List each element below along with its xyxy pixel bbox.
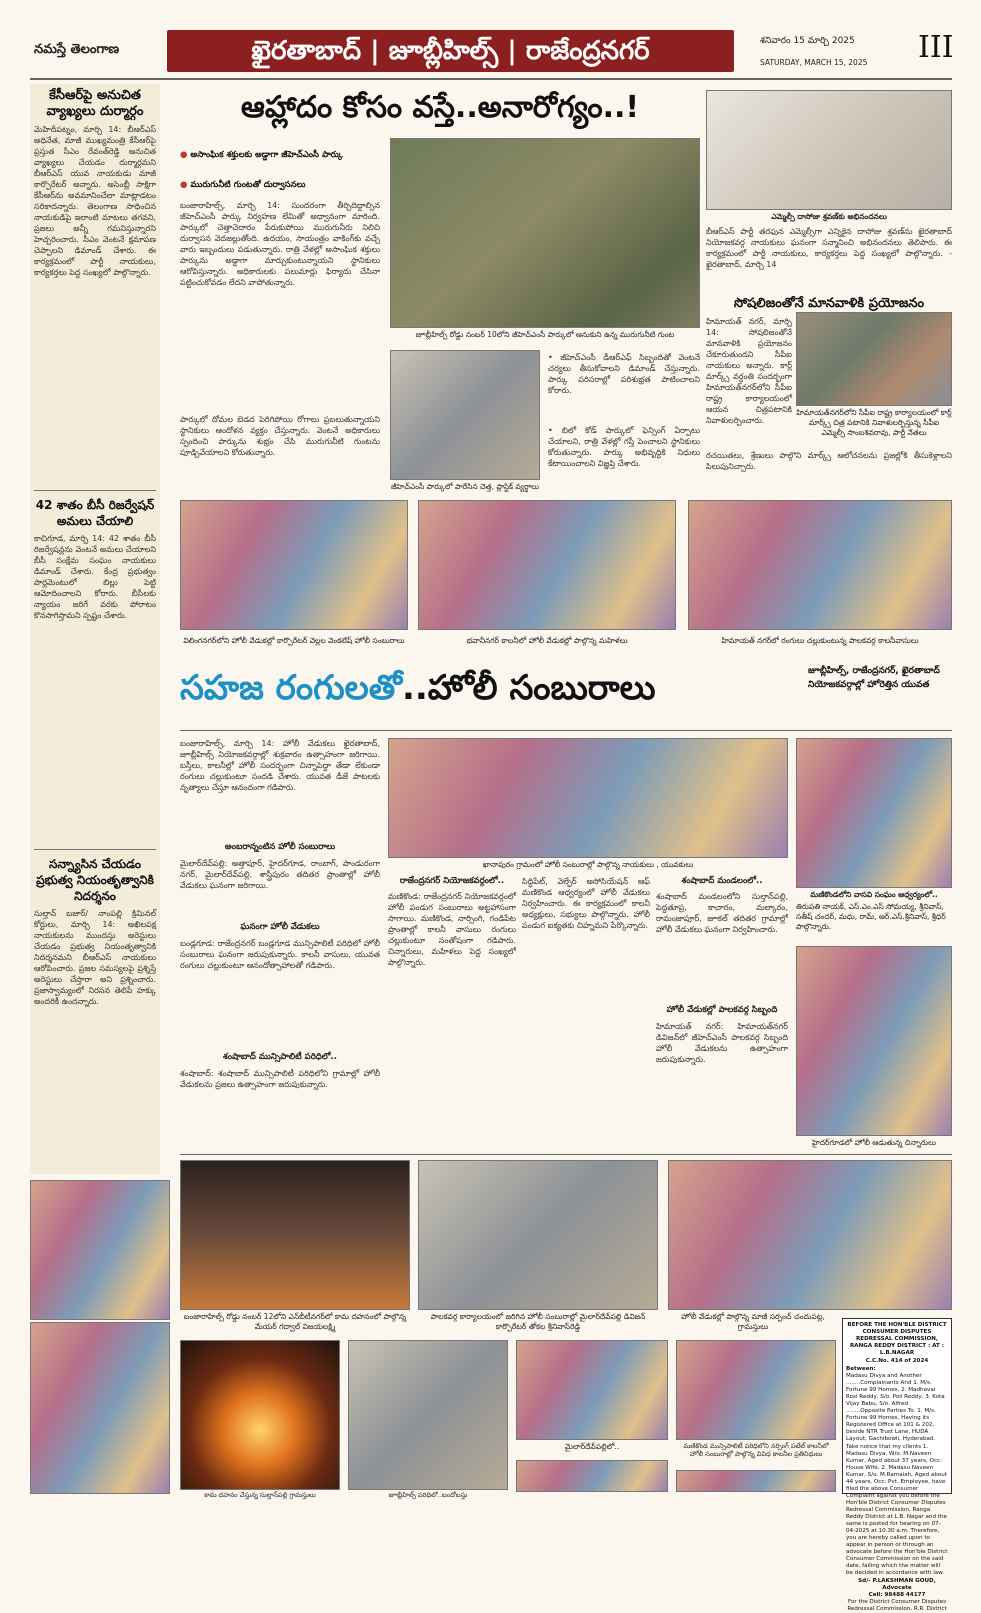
region-banner (167, 30, 734, 72)
holi-sub-3: శంషాబాద్‌ మున్సిపాలిటీ పరిధిలో.. (223, 1052, 337, 1062)
yousufguda-photo (676, 1470, 836, 1492)
holi-sub-2: ఘనంగా హోలీ వేడుకలు (240, 922, 320, 932)
holi-photo-corporator (180, 500, 408, 630)
police-bandobast-caption: జూబ్లీహిల్స్‌ పరిధిలో..బందోబస్తు (388, 1491, 468, 1499)
narsing-colony-caption: మణికొండ మున్సిపాలిటీ పరిధిలోని నర్సింగ్‌ పటేల్‌ కాలనీలో హోలీ సంబురాల్లో పాల్గొన్న వివిధ కాలనీల ప్రతినిధులు (683, 1442, 829, 1458)
holi-photo-himayatnagar (688, 500, 952, 630)
holi-col4-text-2: హిమాయత్‌ నగర్‌: హిమాయత్‌నగర్‌ డివిజన్‌లో జీహెచ్‌ఎంసీ పాలకవర్గ సిబ్బంది హోలీ వేడుకలను ఉత్సాహంగా జరుపుకున్నారు. (656, 1022, 788, 1064)
holi-children-photo (796, 946, 952, 1136)
dasoju-caption: ఎమ్మెల్సీ దాసోజు శ్రవణ్‌కు అభినందనలు (771, 212, 887, 221)
mylardevpally-caption: మైలార్‌దేవ్‌పల్లిలో.. (564, 1442, 620, 1451)
holi-children-caption: హైదర్‌గూడలో హోలీ ఆడుతున్న చిన్నారులు (812, 1138, 936, 1147)
park-pond-caption: జూబ్లీహిల్స్‌ రోడ్డు నంబర్‌ 10లోని జీహెచ్‌ఎంసీ పార్కులో ఆనుకుని ఉన్న మురుగునీటి గుంట (415, 330, 675, 339)
legal-notice (842, 1318, 952, 1612)
holi-caption-corporator: విలింగనగర్‌లోని హోలీ వేడుకల్లో కార్పొరేటర్‌ వెల్లల వెంకటేష్‌ హోలీ సంబురాలు (183, 636, 405, 645)
left-headline-2: 42 శాతం బీసీ రిజర్వేషన్‌ అమలు చేయాలి (35, 498, 155, 528)
holi-photo-women (418, 500, 676, 630)
socialism-headline: సోషలిజంతోనే మానవాళికి ప్రయోజనం (733, 296, 925, 311)
holi-caption-himayatnagar: హిమాయత్‌ నగర్‌లో రంగులు చల్లుకుంటున్న పాలకవర్గ కాలనీవాసులు (721, 636, 919, 645)
dasoju-body: బీఆర్‌ఎస్‌ పార్టీ తరఫున ఎమ్మెల్సీగా ఎన్నికైన దాసోజు శ్రవణ్‌ను ఖైరతాబాద్‌ నియోజకవర్గ నాయకులు ఘనంగా సన్మానించి అభినందనలు తెలిపారు. ఈ కార్యక్రమంలో పార్టీ నాయకులు, కార్యకర్తలు పెద్ద సంఖ్యలో పాల్గొన్నారు. - ఖైరతాబాద్‌, మార్చి 14 (706, 227, 952, 269)
page-number: III (918, 30, 954, 65)
holi-headline-b: ..హోలీ సంబురాలు (401, 668, 656, 708)
notice-cell: Cell: 98488 44177 (868, 1592, 926, 1598)
left-text-1: మెహిదీపట్నం, మార్చి 14: బీఆర్‌ఎస్‌ అధినేత, మాజీ ముఖ్యమంత్రి కేసీఆర్‌పై ప్రస్తుత సీఎం రేవంత్‌రెడ్డి అనుచిత వ్యాఖ్యలు చేయడం దుర్మార్గమని బీఆర్‌ఎస్‌ యువ నాయకుడు మాజీ కార్పొరేటర్‌ అన్నారు. అసెంబ్లీ సాక్షిగా కేసీఆర్‌ను అవమానించేలా మాట్లాడటం సరికాదన్నారు. తెలంగాణ సాధించిన నాయకుడిపై ఇలాంటి మాటలు తగవని, ప్రజలు అన్నీ గమనిస్తున్నారని హెచ్చరించారు. సీఎం వెంటనే క్షమాపణ చెప్పాలని డిమాండ్‌ చేశారు. ఈ కార్యక్రమంలో పార్టీ నాయకులు, కార్యకర్తలు పెద్ద సంఖ్యలో పాల్గొన్నారు. (34, 125, 156, 277)
holi-headline-a: సహజ రంగులతో (180, 668, 402, 708)
marx-tribute-photo (796, 312, 952, 406)
holi-khanapuram-photo (388, 738, 788, 858)
main-body-4: • బిలో కోడ్‌ పార్కులో ఫెన్సింగ్‌ ఏర్పాటు చేయాలని, రాత్రి వేళల్లో గస్తీ పెంచాలని స్థానికులు కోరుతున్నారు. పార్కు అభివృద్ధికి నిధులు కేటాయించాలని విజ్ఞప్తి చేశారు. (548, 426, 700, 468)
holi-caption-women: భవానీనగర్‌ కాలనీలో హోలీ వేడుకల్లో పాల్గొన్న మహిళలు (466, 636, 628, 645)
holi-col-2 (388, 876, 516, 1150)
kama-dahanam-caption: బంజారాహిల్స్‌ రోడ్డు నంబర్‌ 12లోని ఎన్‌బీటీనగర్‌లో కామ దహనంలో పాల్గొన్న మేయర్‌ గద్వాల్‌ విజయలక్ష్మి (183, 1312, 407, 1331)
main-bullet-1: ● అసాంఘిక శక్తులకు అడ్డాగా జీహెచ్‌ఎంసీ పార్కు (180, 150, 380, 162)
kondapur-photo (516, 1460, 668, 1492)
holi-manikonda-photo (796, 738, 952, 888)
socialism-text-1: హిమాయత్‌ నగర్‌, మార్చి 14: సోషలిజంతోనే మానవాళికి ప్రయోజనం చేకూరుతుందని సీపీఐ నాయకులు అన్నారు. కార్ల్‌ మార్క్స్‌ వర్ధంతి సందర్భంగా హిమాయత్‌నగర్‌లోని సీపీఐ రాష్ట్ర కార్యాలయంలో ఆయన చిత్రపటానికి నివాళులర్పించారు. (706, 317, 792, 425)
garbage-photo (390, 350, 540, 480)
holi-khanapuram-caption: ఖానాపురం గ్రామంలో హోలీ సంబురాల్లో పాల్గొన్న నాయకులు , యువకులు (482, 860, 694, 869)
region-title: ఖైరతాబాద్ | జూబ్లీహిల్స్ | రాజేంద్రనగర్ (251, 36, 650, 66)
holi-deck: జూబ్లీహిల్స్‌, రాజేంద్రనగర్‌, ఖైరతాబాద్‌ నియోజకవర్గాల్లో హోరెత్తిన యువత (808, 666, 940, 690)
notice-footer: For the District Consumer Disputes Redressal Commission, R.R. District (847, 1599, 947, 1612)
marx-tribute-caption: హిమాయత్‌నగర్‌లోని సీపీఐ రాష్ట్ర కార్యాలయంలో కార్ల్‌ మార్క్స్‌ చిత్ర పటానికి నివాళులర్పిస్తున్న సీపీఐ ఎమ్మెల్సీ సాంబశివరావు, పార్టీ నేతలు (796, 408, 952, 437)
holi-manikonda-caption: మణికొండలోని వాసవి సంఘం ఆధ్వర్యంలో.. (810, 890, 938, 899)
left-text-3: సుల్తాన్‌ బజార్‌/ నాంపల్లి క్రిమినల్‌ కోర్టులు, మార్చి 14: అఖిలపక్ష నాయకులను ముందస్తు అరెస్టులు చేయడం ప్రభుత్వ నియంతృత్వానికి నిదర్శనమని బీఆర్‌ఎస్‌ నాయకులు ఆరోపించారు. ప్రజల సమస్యలపై ప్రశ్నిస్తే అరెస్టులు చేస్తారా అని ప్రశ్నించారు. ప్రజాస్వామ్యంలో నిరసన తెలిపే హక్కు అందరికీ ఉందన్నారు. (34, 909, 156, 1006)
holi-col4-heading-2: హోలీ వేడుకల్లో పాలకవర్గ సిబ్బంది (666, 1005, 778, 1015)
holi-headline (180, 668, 800, 716)
holi-col1-text-a: బంజారాహిల్స్‌, మార్చి 14: హోలీ వేడుకలు ఖైరతాబాద్‌, జూబ్లీహిల్స్‌ నియోజకవర్గాల్లో శుక్రవారం ఉత్సాహంగా జరిగాయి. బస్తీలు, కాలనీల్లో హోలీ సందర్భంగా చిన్నాపెద్దా తేడా లేకుండా రంగులు చల్లుకుంటూ సందడి చేశారు. యువత డీజే పాటలకు నృత్యాలు చేస్తూ ఆనందంగా గడిపారు. (180, 739, 380, 792)
holi-col2-text: మణికొండ: రాజేంద్రనగర్‌ నియోజకవర్గంలో హోలీ పండుగ సంబురాలు అట్టహాసంగా సాగాయి. మణికొండ, నార్సింగి, గండిపేట ప్రాంతాల్లో కాలనీ వాసులు రంగులు చల్లుకుంటూ సంతోషంగా గడిపారు. చిన్నారులు, మహిళలు పెద్ద సంఖ్యలో పాల్గొన్నారు. (388, 892, 516, 967)
dasoju-felicitation-photo (706, 90, 952, 210)
left-holi-photo-1 (30, 1180, 170, 1320)
notice-parties: Madasu Divya and Another ........Complainants And 1. M/s. Fortune 99 Homes, 2. Madhavai Rosi Reddy, S/o. Poli Reddy, 3. Kota Vijay Babu, S/o. Alfred ........Opposite Parties To, 1. M/s. Fortune 99 Homes, Having its Registered Office at 101 & 202, beside NTR Trust Lane, HUDA Layout, Gachibowli, Hyderabad. (846, 1373, 945, 1442)
holi-col3-text: సిద్ధిపేట్‌, వెల్ఫేర్‌ అసోసియేషన్‌ ఆఫ్‌ మణికొండ ఆధ్వర్యంలో హోలీ వేడుకలు నిర్వహించారు. ఈ కార్యక్రమంలో కాలనీ అధ్యక్షులు, సభ్యులు పాల్గొన్నారు. హోలీ పండుగ ఐక్యతకు చిహ్నమని పేర్కొన్నారు. (522, 877, 650, 930)
masthead (0, 0, 981, 78)
date-english: SATURDAY, MARCH 15, 2025 (760, 58, 868, 67)
notice-title: BEFORE THE HON'BLE DISTRICT CONSUMER DISPUTES REDRESSAL COMMISSION, RANGA REDDY DISTRICT : AT : L.B.NAGAR (847, 1322, 947, 1356)
kama-dahanam-photo (180, 1160, 410, 1310)
main-body-3: • జీహెచ్‌ఎంసీ డీఆర్‌ఎఫ్‌ సిబ్బందితో వెంటనే చర్యలు తీసుకోవాలని డిమాండ్‌ చేస్తున్నారు. పార్కు పరిసరాల్లో పరిశుభ్రత పాటించాలని కోరారు. (548, 353, 700, 395)
main-body-2: పార్కులో దోమల బెడద పెరిగిపోయి రోగాలు ప్రబలుతున్నాయని స్థానికులు ఆందోళన వ్యక్తం చేస్తున్నారు. వెంటనే అధికారులు స్పందించి పార్కును శుభ్రం చేసి మురుగునీటి గుంటను పూడ్చివేయాలని కోరుతున్నారు. (180, 415, 380, 457)
left-headline-1: కేసీఆర్‌పై అనుచిత వ్యాఖ్యలు దుర్మార్గం (46, 88, 144, 119)
notice-sign: Sd/- P.LAKSHMAN GOUD, Advocate (858, 1578, 936, 1591)
garbage-caption: జీహెచ్‌ఎంసీ పార్కులో పారేసిన చెత్త, ప్లాస్టిక్‌ వ్యర్థాలు (390, 482, 540, 491)
bonfire-photo (180, 1340, 340, 1490)
holi-col1-text-d: శంషాబాద్‌: శంషాబాద్‌ మున్సిపాలిటీ పరిధిలోని గ్రామాల్లో హోలీ వేడుకలను ప్రజలు ఉత్సాహంగా జరుపుకున్నారు. (180, 1069, 380, 1089)
holi-col2-heading: రాజేంద్రనగర్‌ నియోజకవర్గంలో.. (399, 876, 505, 886)
police-bandobast-photo (348, 1340, 508, 1490)
left-headline-3: సన్న్యాసిన చేయడం ప్రభుత్వ నియంతృత్వానికి నిదర్శనం (36, 857, 154, 903)
notice-case: C.C.No. 414 of 2024 (865, 1358, 929, 1364)
corporator-holi-caption: పాలకవర్గ కార్యాలయంలో జరిగిన హోలీ సంబురాల్లో మైలార్‌దేవ్‌పల్లి డివిజన్‌ కార్పొరేటర్‌ తోకల శ్రీనివాస్‌రెడ్డి (430, 1312, 646, 1331)
corporator-holi-photo (418, 1160, 658, 1310)
mylardevpally-photo (516, 1340, 668, 1440)
sarpanch-holi-photo (668, 1160, 952, 1310)
holi-col1-text-b: మైలార్‌దేవ్‌పల్లి: అత్తాపూర్‌, హైదర్‌గూడ, రాంబాగ్‌, పాండురంగా నగర్‌, మైలార్‌దేవ్‌పల్లి, శాస్త్రీపురం తదితర ప్రాంతాల్లో హోలీ వేడుకలు ఘనంగా జరిగాయి. (180, 859, 380, 890)
holi-manikonda-names: తిరుపతి నాయక్‌, ఎస్‌.ఎం.ఎస్‌ సోమయ్య, శ్రీనివాస్‌, సతీష్‌ చందర్‌, మధు, రామ్‌, ఆర్‌.ఎస్‌.శ్రీనివాస్‌, శ్రీధర్‌ పాల్గొన్నారు. (796, 902, 946, 931)
narsing-colony-photo (676, 1340, 836, 1440)
left-column (30, 84, 160, 1174)
park-pond-photo (390, 138, 700, 328)
holi-col1-text-c: బండ్లగూడ: రాజేంద్రనగర్‌ బండ్లగూడ మున్సిపాలిటీ పరిధిలో హోలీ సంబురాలు ఘనంగా జరుపుకున్నారు. కాలనీ వాసులు, యువత రంగులు చల్లుకుంటూ ఆనందోత్సాహాలతో గడిపారు. (180, 939, 380, 970)
notice-between: Between: (846, 1366, 876, 1372)
holi-col-1 (180, 738, 380, 1150)
main-headline: ఆహ్లాదం కోసం వస్తే..అనారోగ్యం..! (240, 90, 640, 125)
main-body-1: బంజారాహిల్స్‌, మార్చి 14: సుందరంగా తీర్చిదిద్దాల్సిన జీహెచ్‌ఎంసీ పార్కు నిర్వహణ లేమితో అధ్వానంగా మారింది. పార్కులో చెత్తాచెదారం పేరుకుపోయి మురుగునీరు నిలిచి దుర్వాసన వెదజల్లుతోంది. ఉదయం, సాయంత్రం వాకింగ్‌కు వచ్చే వారు ఇబ్బందులు పడుతున్నారు. రాత్రి వేళల్లో అసాంఘిక శక్తులు పార్కును అడ్డాగా మార్చుకుంటున్నాయని స్థానికులు ఆరోపిస్తున్నారు. అధికారులకు పలుమార్లు ఫిర్యాదు చేసినా పట్టించుకోవడం లేదని వాపోతున్నారు. (180, 201, 380, 287)
holi-col4-text: శంషాబాద్‌ మండలంలోని సుల్తాన్‌పల్లి, పెద్దతూప్ర, కాచారం, మల్కారం, రామంజాపూర్‌, జూకల్‌ తదితర గ్రామాల్లో హోలీ వేడుకలు ఘనంగా నిర్వహించారు. (656, 892, 788, 934)
main-bullet-2: ● మురుగునీటి గుంటతో దుర్వాసనలు (180, 180, 380, 192)
holi-sub-1: అంబరాన్నంటిన హోలీ సంబురాలు (224, 842, 336, 852)
sarpanch-holi-caption: హోలీ వేడుకల్లో పాల్గొన్న మాజీ సర్పంచ్‌ చందుపట్ల, గ్రామస్తులు (681, 1312, 825, 1331)
socialism-text-2: రచయితలు, శ్రేణులు పాల్గొని మార్క్స్‌ ఆలోచనలను ప్రజల్లోకి తీసుకెళ్లాలని పిలుపునిచ్చారు. (706, 451, 952, 471)
bonfire-caption: కామ దహనం చేస్తున్న సుల్తాన్‌పల్లి గ్రామస్తులు (204, 1491, 316, 1499)
date-telugu: శనివారం 15 మార్చి 2025 (760, 36, 855, 46)
notice-body: Take notice that my clients 1. Madasu Divya, W/o. M.Naveen Kumar, Aged about 37 years, Occ: House Wife, 2. Madasu Naveen Kumar, S/o. M.Ramaiah, Aged about 44 years, Occ: Pvt. Employee, have filed the above Consumer Complaint against you before the Hon'ble District Consumer Disputes Redressal Commission, Ranga Reddy District at L.B. Nagar and the same is posted for hearing on 07-04-2025 at 10.30 a.m. Therefore, you are hereby called upon to appear in person or through an advocate before the Hon'ble District Consumer Commission on the said date, failing which the matter will be decided in accordance with law. (846, 1444, 948, 1576)
left-holi-photo-2 (30, 1322, 170, 1494)
holi-col-4 (656, 876, 788, 1150)
paper-name: నమస్తే తెలంగాణ (34, 42, 120, 57)
holi-col4-heading: శంషాబాద్‌ మండలంలో.. (681, 876, 763, 886)
left-text-2: కాచిగూడ, మార్చి 14: 42 శాతం బీసీ రిజర్వేషన్లను వెంటనే అమలు చేయాలని బీసీ సంక్షేమ సంఘం నాయకులు డిమాండ్‌ చేశారు. కేంద్ర ప్రభుత్వం పార్లమెంటులో బిల్లు పెట్టి ఆమోదించాలని కోరారు. బీసీలకు న్యాయం జరిగే వరకు పోరాటం కొనసాగిస్తామని స్పష్టం చేశారు. (34, 534, 156, 620)
